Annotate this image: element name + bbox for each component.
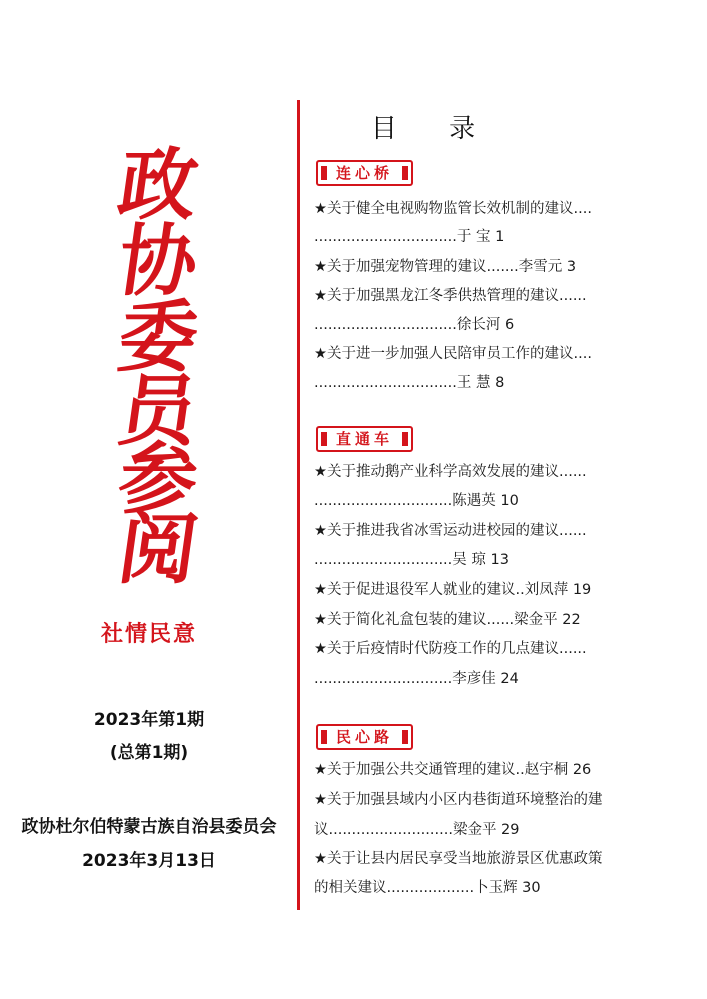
cover-panel <box>0 0 298 999</box>
toc-line[interactable]: ★关于进一步加强人民陪审员工作的建议.... <box>314 346 592 362</box>
cover-title-char: 政 <box>112 140 204 231</box>
toc-line[interactable]: ★关于后疫情时代防疫工作的几点建议...... <box>314 641 587 657</box>
toc-line[interactable]: ...............................徐长河 6 <box>314 317 515 333</box>
section-label-zhitongche: 直通车 <box>316 426 413 452</box>
toc-line[interactable]: ...............................王 慧 8 <box>314 375 505 391</box>
toc-line[interactable]: ★关于加强公共交通管理的建议..赵宇桐 26 <box>314 762 592 778</box>
toc-line[interactable]: ★关于健全电视购物监管长效机制的建议.... <box>314 201 592 217</box>
toc-line[interactable]: ★关于推动鹅产业科学高效发展的建议...... <box>314 464 587 480</box>
toc-line[interactable]: ★关于加强县域内小区内巷街道环境整治的建 <box>314 792 603 808</box>
toc-title: 目 录 <box>370 114 498 144</box>
cover-title-char: 参 <box>112 434 204 525</box>
issue-number: 2023年第1期 <box>93 710 205 730</box>
toc-line[interactable]: ★关于加强黑龙江冬季供热管理的建议...... <box>314 288 587 304</box>
toc-line[interactable]: ★关于简化礼盒包装的建议......梁金平 22 <box>314 612 581 628</box>
cover-title-char: 委 <box>112 292 204 383</box>
publisher: 政协杜尔伯特蒙古族自治县委员会 <box>21 817 277 837</box>
section-label-lianxinqiao: 连心桥 <box>316 160 413 186</box>
publish-date: 2023年3月13日 <box>82 851 216 871</box>
toc-line[interactable]: ★关于加强宠物管理的建议.......李雪元 3 <box>314 259 577 275</box>
toc-line[interactable]: ..............................吴 琼 13 <box>314 552 509 568</box>
cover-title-char: 员 <box>112 366 204 457</box>
toc-line[interactable]: ..............................李彦佳 24 <box>314 671 519 687</box>
toc-line[interactable]: ...............................于 宝 1 <box>314 229 505 245</box>
toc-line[interactable]: 议...........................梁金平 29 <box>314 822 520 838</box>
section-label-minxinlu: 民心路 <box>316 724 413 750</box>
toc-line[interactable]: 的相关建议...................卜玉辉 30 <box>314 880 541 896</box>
total-issue-number: (总第1期) <box>109 743 189 763</box>
toc-line[interactable]: ..............................陈遇英 10 <box>314 493 519 509</box>
cover-title-char: 阅 <box>112 504 204 595</box>
toc-line[interactable]: ★关于推进我省冰雪运动进校园的建议...... <box>314 523 587 539</box>
toc-line[interactable]: ★关于促进退役军人就业的建议..刘凤萍 19 <box>314 582 592 598</box>
cover-title-char: 协 <box>112 216 204 307</box>
vertical-divider <box>297 100 300 910</box>
cover-subtitle: 社情民意 <box>100 621 197 647</box>
toc-line[interactable]: ★关于让县内居民享受当地旅游景区优惠政策 <box>314 851 603 867</box>
